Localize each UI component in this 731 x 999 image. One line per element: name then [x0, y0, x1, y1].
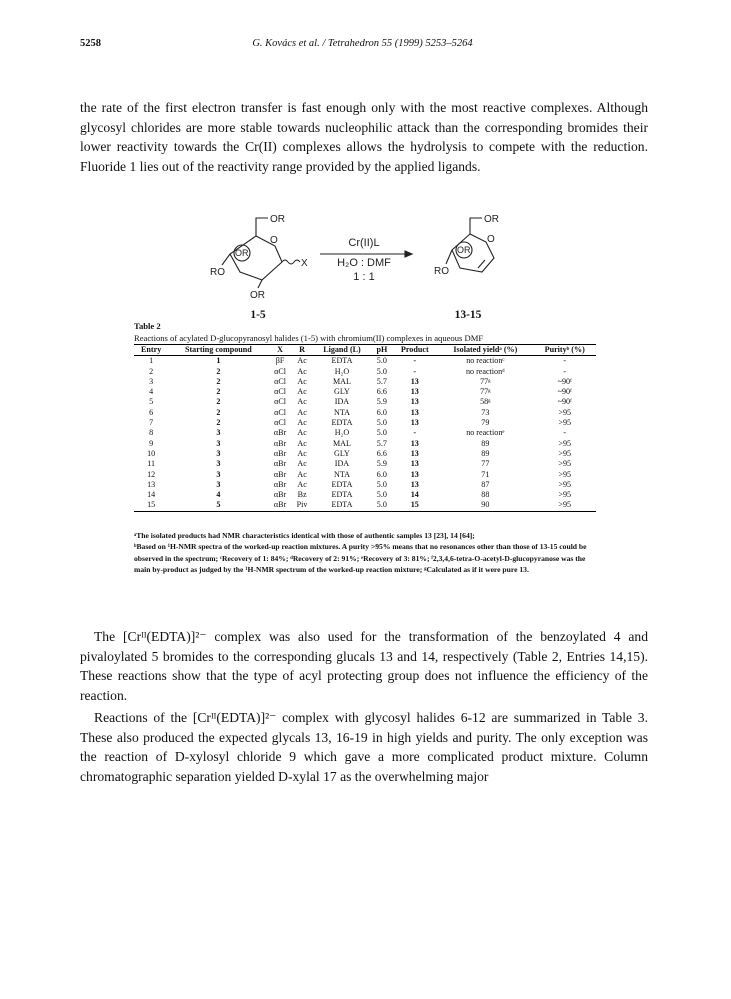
table-cell: βF — [275, 356, 285, 366]
table-cell: 13 — [410, 376, 419, 386]
table-cell: >95 — [558, 479, 572, 489]
table-cell: EDTA — [313, 500, 372, 511]
table-cell: αCl — [274, 418, 286, 428]
table-cell: ~90ᶠ — [557, 397, 572, 407]
table-cell: 5.0 — [376, 356, 387, 366]
table-cell: IDA — [334, 397, 350, 407]
table-cell: 3 — [216, 469, 221, 479]
table-cell: EDTA — [331, 356, 353, 366]
table-row — [134, 377, 596, 387]
table-cell: 6.0 — [376, 469, 387, 479]
table-cell: 5.0 — [376, 428, 387, 438]
table-cell: αCl — [274, 407, 286, 417]
table-cell: - — [563, 356, 567, 366]
table-row — [134, 367, 596, 377]
table-cell: 5.0 — [376, 366, 387, 376]
table-cell: 5.7 — [376, 438, 387, 448]
table-cell: 71 — [481, 469, 490, 479]
table-cell: Ac — [297, 356, 307, 366]
col-yield: Isolated yieldᵃ (%) — [437, 345, 533, 356]
table-cell: 13 — [410, 469, 419, 479]
table-cell: 3 — [216, 459, 221, 469]
running-title: G. Kovács et al. / Tetrahedron 55 (1999) 5253–5264 — [252, 38, 473, 49]
table-cell: 7 — [149, 418, 154, 428]
substituent-label: OR — [484, 214, 499, 225]
table-cell: no reactionᶜ — [466, 356, 505, 366]
ratio-text: 1 : 1 — [353, 271, 375, 283]
product-structure — [434, 214, 499, 277]
table-cell: Ac — [297, 448, 307, 458]
table-cell: 14 — [410, 490, 419, 500]
substituent-label: OR — [235, 248, 249, 258]
table-cell: αBr — [273, 490, 287, 500]
table-cell: 5.9 — [376, 459, 387, 469]
footnote-b-g: ᵇBased on ¹H-NMR spectra of the worked-up reaction mixtures. A purity >95% means that no resonances other than those of 13-15 could be observed in the spectrum; ᶜRecovery of 1: 84%; ᵈRecovery of 2: 91%; ᵉRecovery of 3: 81%; ᶠ2,3,4,6-tetra-O-acetyl-D-glucopyranose was the main by-product as judged by the ¹H-NMR spectrum of the worked-up reaction mixture; ᵍCalculated as if it were pure 13. — [134, 542, 587, 575]
table-cell: >95 — [558, 448, 572, 458]
col-entry: Entry — [134, 345, 168, 356]
solvent-text: H₂O : DMF — [337, 257, 391, 269]
table-cell: 87 — [481, 479, 490, 489]
table-cell: Ac — [297, 459, 307, 469]
table-cell: - — [413, 366, 417, 376]
table-cell: ~90ᶠ — [557, 376, 572, 386]
table-row — [134, 397, 596, 407]
table-cell: 1 — [149, 356, 154, 366]
table-cell: 10 — [147, 448, 156, 458]
table-row — [134, 387, 596, 397]
table-cell: 12 — [147, 469, 156, 479]
table-cell: 88 — [481, 490, 490, 500]
ring-oxygen-label: O — [487, 234, 495, 245]
table-cell: αBr — [273, 459, 287, 469]
substituent-label: RO — [434, 266, 449, 277]
page-number: 5258 — [80, 38, 101, 49]
table-footnotes — [134, 530, 596, 576]
table-cell: 5.9 — [376, 397, 387, 407]
table-cell: no reactionᵉ — [466, 428, 505, 438]
table-cell: Ac — [297, 428, 307, 438]
table-cell: 6.6 — [376, 448, 387, 458]
table-cell: Piv — [292, 500, 313, 511]
table-cell: 5.0 — [376, 490, 387, 500]
table-cell: 11 — [147, 459, 156, 469]
table-cell: - — [413, 428, 417, 438]
reactant-compound-label: 1-5 — [250, 309, 266, 320]
substituent-label: OR — [250, 290, 265, 301]
table-cell: - — [563, 366, 567, 376]
table-cell: >95 — [558, 418, 572, 428]
table-row — [134, 480, 596, 490]
table-cell: αCl — [274, 387, 286, 397]
col-purity: Purityᵇ (%) — [533, 345, 596, 356]
table-cell: αBr — [273, 448, 287, 458]
table-number: Table 2 — [134, 321, 161, 331]
table-cell: Ac — [297, 397, 307, 407]
table-row — [134, 449, 596, 459]
substituent-label: RO — [210, 267, 225, 278]
table-cell: EDTA — [331, 490, 353, 500]
table-row — [134, 470, 596, 480]
table-cell: 89 — [481, 448, 490, 458]
table-cell: - — [563, 428, 567, 438]
body-paragraph-1: the rate of the first electron transfer is fast enough only with the most reactive complexes. Although glycosyl chlorides are more stable towards nucleophilic attack than the corresponding bromides their lower reactivity towards the Cr(II) complexes allows the hydrolysis to compete with the reduction. Fluoride 1 lies out of the reactivity range provided by the applied ligands. — [80, 100, 648, 174]
table-cell: 5.0 — [371, 500, 392, 511]
table-cell: 4 — [149, 387, 154, 397]
table-cell: 89 — [481, 438, 490, 448]
substituent-label: OR — [457, 245, 471, 255]
table-cell: Ac — [297, 418, 307, 428]
product-compound-label: 13-15 — [454, 309, 482, 320]
table-row — [134, 500, 596, 511]
footnote-a: ᵃThe isolated products had NMR characteristics identical with those of authentic samples 13 [23], 14 [64]; — [134, 531, 475, 540]
table-cell: 2 — [216, 397, 221, 407]
table-cell: no reactionᵈ — [465, 366, 505, 376]
table-cell: 3 — [216, 438, 221, 448]
table-cell: 6 — [149, 407, 154, 417]
table-cell: 5.0 — [376, 418, 387, 428]
table-cell: αBr — [268, 500, 291, 511]
table-cell: 13 — [410, 418, 419, 428]
table-row — [134, 418, 596, 428]
col-r: R — [292, 345, 313, 356]
table-cell: 13 — [410, 438, 419, 448]
reagent-text: Cr(II)L — [348, 237, 380, 249]
table-cell: 13 — [410, 479, 419, 489]
table-row — [134, 439, 596, 449]
table-header-row — [134, 345, 596, 356]
reactant-structure — [210, 214, 308, 301]
table-cell: MAL — [332, 438, 351, 448]
substituent-label: OR — [270, 214, 285, 225]
table-cell: αCl — [274, 397, 286, 407]
table-cell: 79 — [481, 418, 490, 428]
table-row — [134, 490, 596, 500]
table-row — [134, 459, 596, 469]
table-row — [134, 356, 596, 367]
table-cell: ~90ᶠ — [557, 387, 572, 397]
table-cell: 13 — [410, 407, 419, 417]
table-cell: αBr — [273, 479, 287, 489]
table-cell: αCl — [274, 366, 286, 376]
table-cell: 1 — [216, 356, 221, 366]
table-cell: 5.7 — [376, 376, 387, 386]
table-cell: H₂O — [334, 366, 350, 376]
table-cell: αCl — [274, 376, 286, 386]
table-cell: Ac — [297, 438, 307, 448]
body-paragraph-3: Reactions of the [Crᴵᴵ(EDTA)]²⁻ complex with glycosyl halides 6-12 are summarized in Table 3. These also produced the expected glycals 13, 16-19 in high yields and purity. The only exception was the reaction of D-xylosyl chloride 9 which gave a more complicated product mixture. Column chromatographic separation yielded D-xylal 17 as the overwhelming major — [80, 710, 648, 784]
table-cell: 90 — [437, 500, 533, 511]
table-cell: >95 — [558, 407, 572, 417]
table-cell: 73 — [481, 407, 490, 417]
table-cell: 2 — [216, 418, 221, 428]
table-cell: 8 — [149, 428, 154, 438]
table-cell: Ac — [297, 469, 307, 479]
table-cell: 77ᵍ — [480, 387, 491, 397]
table-cell: Ac — [297, 407, 307, 417]
table-cell: αBr — [273, 438, 287, 448]
table-cell: 5.0 — [376, 479, 387, 489]
reaction-conditions — [320, 237, 412, 283]
table-cell: Ac — [297, 387, 307, 397]
table-cell: 5 — [149, 397, 154, 407]
table-cell: 15 — [392, 500, 437, 511]
table-cell: >95 — [558, 469, 572, 479]
table-row — [134, 428, 596, 438]
table-cell: 13 — [410, 459, 419, 469]
table-cell: 2 — [216, 387, 221, 397]
table-cell: >95 — [533, 500, 596, 511]
col-ligand: Ligand (L) — [313, 345, 372, 356]
table-cell: 2 — [149, 366, 154, 376]
table-cell: GLY — [334, 448, 350, 458]
table-cell: 5 — [168, 500, 268, 511]
table-cell: 13 — [410, 397, 419, 407]
table-cell: 13 — [410, 387, 419, 397]
ring-oxygen-label: O — [270, 235, 278, 246]
results-table — [134, 344, 596, 512]
col-starting-compound: Starting compound — [168, 345, 268, 356]
table-cell: IDA — [334, 459, 350, 469]
col-ph: pH — [371, 345, 392, 356]
table-cell: >95 — [558, 459, 572, 469]
table-cell: 2 — [216, 366, 221, 376]
table-caption — [134, 320, 483, 344]
table-cell: 13 — [147, 479, 156, 489]
table-cell: Ac — [297, 479, 307, 489]
table-row — [134, 408, 596, 418]
table-cell: GLY — [334, 387, 350, 397]
table-cell: 2 — [216, 407, 221, 417]
halide-label: X — [301, 258, 308, 269]
running-header — [80, 38, 645, 54]
table-cell: αBr — [273, 469, 287, 479]
table-cell: 77 — [481, 459, 490, 469]
col-product: Product — [392, 345, 437, 356]
table-cell: 6.6 — [376, 387, 387, 397]
table-cell: 77ᵍ — [480, 376, 491, 386]
table-cell: - — [413, 356, 417, 366]
table-cell: 3 — [149, 376, 154, 386]
table-cell: αBr — [273, 428, 287, 438]
table-cell: >95 — [558, 490, 572, 500]
table-cell: Ac — [297, 366, 307, 376]
reaction-scheme — [200, 202, 530, 320]
table-cell: 13 — [410, 448, 419, 458]
table-cell: 58ᵍ — [480, 397, 491, 407]
table-cell: Ac — [297, 376, 307, 386]
table-cell: EDTA — [331, 479, 353, 489]
table-cell: 15 — [134, 500, 168, 511]
table-cell: NTA — [333, 469, 350, 479]
body-paragraph-2: The [Crᴵᴵ(EDTA)]²⁻ complex was also used for the transformation of the benzoylated 4 and pivaloylated 5 bromides to the corresponding glucals 13 and 14, respectively (Table 2, Entries 14,15). These reactions show that the type of acyl protecting group does not influence the efficiency of the reaction. — [80, 629, 648, 703]
table-cell: 14 — [147, 490, 156, 500]
table-cell: EDTA — [331, 418, 353, 428]
table-cell: 6.0 — [376, 407, 387, 417]
table-cell: 3 — [216, 428, 221, 438]
table-cell: MAL — [332, 376, 351, 386]
table-cell: H₂O — [334, 428, 350, 438]
table-cell: Bz — [297, 490, 307, 500]
table-cell: 3 — [216, 448, 221, 458]
table-cell: 9 — [149, 438, 154, 448]
table-cell: 4 — [216, 490, 221, 500]
table-cell: >95 — [558, 438, 572, 448]
table-title: Reactions of acylated D-glucopyranosyl halides (1-5) with chromium(II) complexes in aqueous DMF — [134, 333, 484, 343]
table-cell: 2 — [216, 376, 221, 386]
table-cell: 3 — [216, 479, 221, 489]
col-x: X — [268, 345, 291, 356]
table-cell: NTA — [333, 407, 350, 417]
